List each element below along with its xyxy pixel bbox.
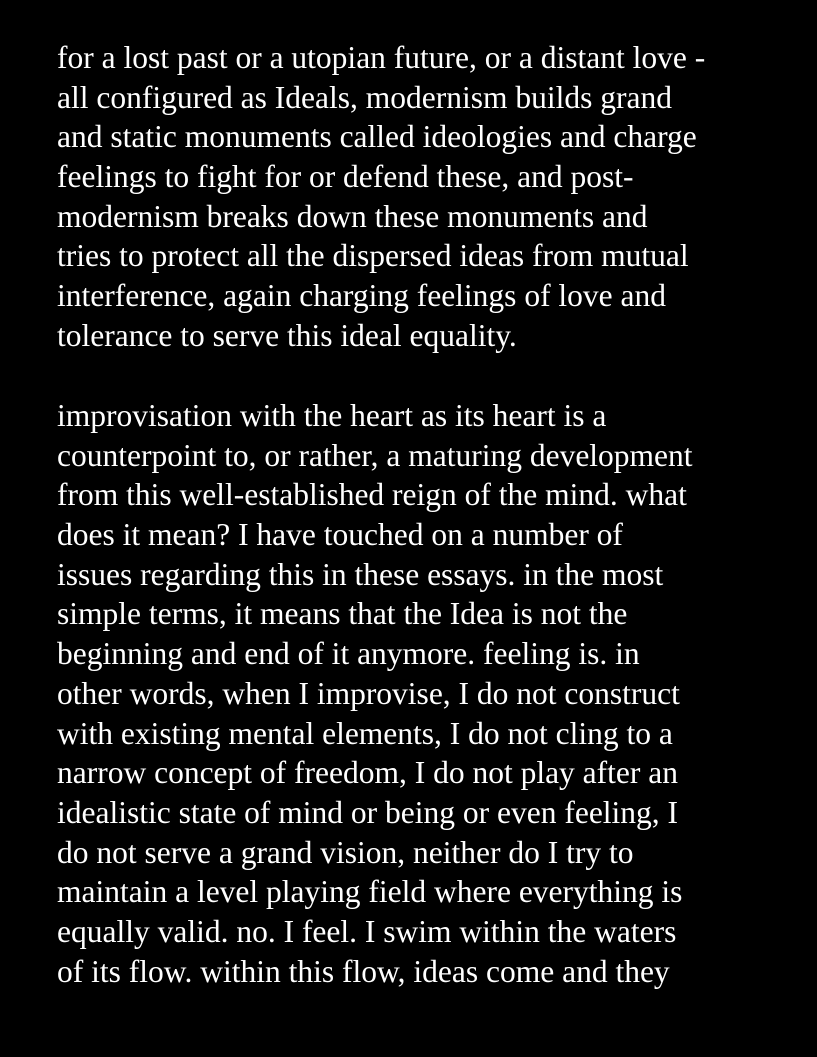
text-line: simple terms, it means that the Idea is not the bbox=[57, 596, 628, 632]
text-line: issues regarding this in these essays. in the most bbox=[57, 556, 664, 592]
text-line: narrow concept of freedom, I do not play after an bbox=[57, 755, 678, 791]
paragraph-2 bbox=[57, 396, 797, 991]
text-line: modernism breaks down these monuments and bbox=[57, 198, 648, 234]
text-line: tries to protect all the dispersed ideas from mutual bbox=[57, 238, 689, 274]
text-line: other words, when I improvise, I do not construct bbox=[57, 675, 680, 711]
text-line: from this well-established reign of the mind. what bbox=[57, 477, 687, 513]
text-line: do not serve a grand vision, neither do I try to bbox=[57, 834, 634, 870]
text-line: counterpoint to, or rather, a maturing development bbox=[57, 437, 693, 473]
text-line: with existing mental elements, I do not cling to a bbox=[57, 715, 673, 751]
text-line: improvisation with the heart as its heart is a bbox=[57, 398, 607, 433]
text-line: interference, again charging feelings of love and bbox=[57, 278, 667, 314]
text-line: and static monuments called ideologies and charge bbox=[57, 119, 697, 155]
text-line: feelings to fight for or defend these, and post- bbox=[57, 159, 634, 195]
text-line: beginning and end of it anymore. feeling is. in bbox=[57, 636, 640, 672]
text-line: of its flow. within this flow, ideas come and they bbox=[57, 953, 670, 989]
text-line: equally valid. no. I feel. I swim within the waters bbox=[57, 913, 677, 949]
text-line: maintain a level playing field where everything is bbox=[57, 874, 683, 910]
text-line: tolerance to serve this ideal equality. bbox=[57, 317, 517, 353]
text-line: all configured as Ideals, modernism builds grand bbox=[57, 79, 672, 115]
text-line: does it mean? I have touched on a number of bbox=[57, 517, 623, 553]
paragraph-1 bbox=[57, 38, 797, 356]
text-line: for a lost past or a utopian future, or a distant love - bbox=[57, 40, 706, 75]
text-line: idealistic state of mind or being or even feeling, I bbox=[57, 794, 679, 830]
